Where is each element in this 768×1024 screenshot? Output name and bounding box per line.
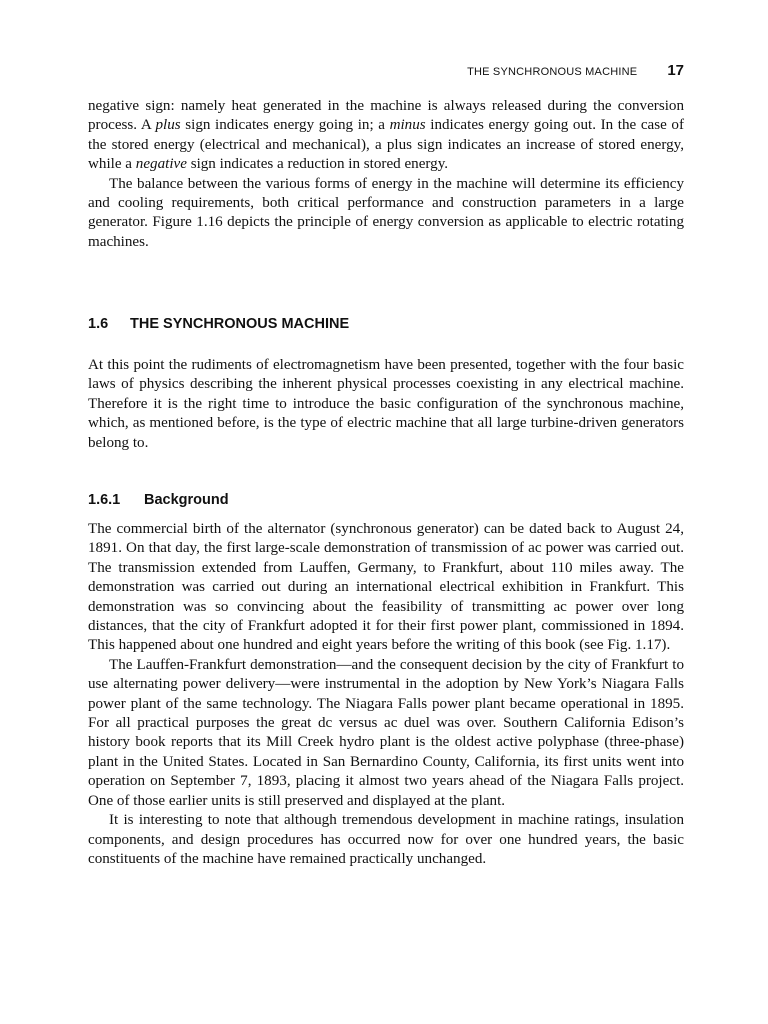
text-run: indicates energy going out. In the case of the stored energy (electrical and mechanical), a plus sign indicates an increase of stored energy, while a <box>88 117 684 173</box>
subsection-title: Background <box>144 492 229 508</box>
background-paragraph-1: The commercial birth of the alternator (synchronous generator) can be dated back to August 24, 1891. On that day, the first large-scale demonstration of transmission of ac power was carried out. The transmission extended from Lauffen, Germany, to Frankfurt, about 110 miles away. The demonstration was carried out during an international electrical exhibition in Frankfurt. This demonstration was so convincing about the feasibility of transmitting ac power over long distances, that the city of Frankfurt adopted it for their first power plant, commissioned in 1894. This happened about one hundred and eight years before the writing of this book (see Fig. 1.17). <box>88 521 684 654</box>
section-title: THE SYNCHRONOUS MACHINE <box>130 316 350 332</box>
section-intro-paragraph: At this point the rudiments of electromagnetism have been presented, together with the four basic laws of physics describing the inherent physical processes coexisting in any electrical machine. Therefore it is the right time to introduce the basic configuration of the synchronous machine, which, as mentioned before, is the type of electric machine that all large turbine-driven generators belong to. <box>88 357 684 451</box>
section-heading <box>88 316 349 332</box>
energy-balance-paragraph: The balance between the various forms of energy in the machine will determine its efficiency and cooling requirements, both critical performance and construction parameters in a large generator. Figure 1.16 depicts the principle of energy conversion as applicable to electric rotating machines. <box>88 175 684 250</box>
background-paragraph-2: The Lauffen-Frankfurt demonstration—and the consequent decision by the city of Frankfurt to use alternating power delivery—were instrumental in the adoption by New York’s Niagara Falls power plant of the same technology. The Niagara Falls power plant became operational in 1895. For all practical purposes the great dc versus ac duel was over. Southern California Edison’s history book reports that its Mill Creek hydro plant is the oldest active polyphase (three-phase) plant in the United States. Located in San Bernardino County, California, its first units went into operation on September 7, 1893, placing it almost two years ahead of the Niagara Falls project. One of those earlier units is still preserved and displayed at the plant. <box>88 656 684 809</box>
text-run: negative sign: namely heat generated in the machine is always released during the conversion process. A <box>88 98 684 134</box>
text-run: sign indicates energy going in; a <box>180 117 390 134</box>
subsection-number: 1.6.1 <box>88 492 121 508</box>
running-head-title: THE SYNCHRONOUS MACHINE <box>467 66 638 78</box>
background-text-block <box>88 520 684 869</box>
page-number: 17 <box>667 62 684 79</box>
emphasis-plus: plus <box>155 117 181 134</box>
running-head <box>467 62 684 79</box>
section-intro-block <box>88 356 684 453</box>
background-paragraph-3: It is interesting to note that although tremendous development in machine ratings, insulation components, and design procedures has occurred now for over one hundred years, the basic constituents of the machine have remained practically unchanged. <box>88 812 684 867</box>
continued-paragraph <box>88 97 684 175</box>
emphasis-negative: negative <box>135 156 187 173</box>
continued-text-block <box>88 97 684 252</box>
text-run: sign indicates a reduction in stored energy. <box>186 156 449 173</box>
section-number: 1.6 <box>88 316 109 332</box>
emphasis-minus: minus <box>389 117 426 134</box>
subsection-heading <box>88 492 229 508</box>
